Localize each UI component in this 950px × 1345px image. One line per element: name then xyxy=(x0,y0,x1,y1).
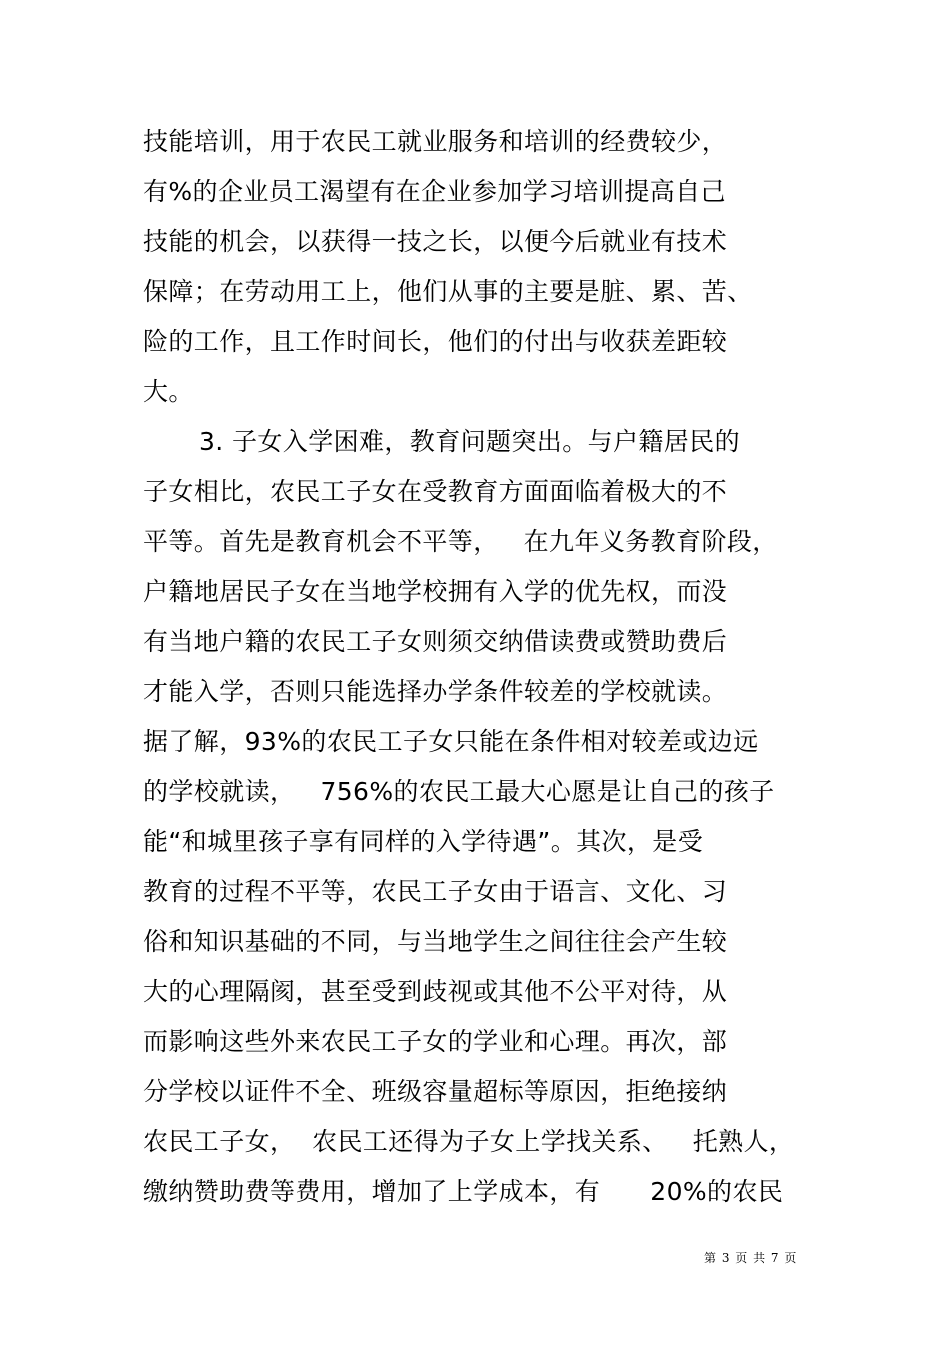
text-line: 户籍地居民子女在当地学校拥有入学的优先权，而没 xyxy=(143,577,728,606)
text-line: 据了解，93%的农民工子女只能在条件相对较差或边远 xyxy=(143,727,759,756)
text-line: 分学校以证件不全、班级容量超标等原因，拒绝接纳 xyxy=(143,1077,728,1106)
paragraph-start-line: 3. 子女入学困难，教育问题突出。与户籍居民的 xyxy=(199,427,741,456)
text-line: 技能培训，用于农民工就业服务和培训的经费较少， xyxy=(143,127,728,156)
page-number-footer: 第 3 页 共 7 页 xyxy=(704,1251,798,1265)
text-line: 的学校就读， 756%的农民工最大心愿是让自己的孩子 xyxy=(143,777,775,806)
text-line: 平等。首先是教育机会不平等， 在九年义务教育阶段， xyxy=(143,527,778,556)
text-line: 技能的机会，以获得一技之长，以便今后就业有技术 xyxy=(143,227,728,256)
text-line: 保障；在劳动用工上，他们从事的主要是脏、累、苦、 xyxy=(143,277,753,306)
text-line: 大的心理隔阂，甚至受到歧视或其他不公平对待，从 xyxy=(143,977,728,1006)
text-line: 有当地户籍的农民工子女则须交纳借读费或赞助费后 xyxy=(143,627,728,656)
text-line: 缴纳赞助费等费用，增加了上学成本，有 20%的农民 xyxy=(143,1177,784,1206)
text-line: 而影响这些外来农民工子女的学业和心理。再次，部 xyxy=(143,1027,728,1056)
text-line: 险的工作，且工作时间长，他们的付出与收获差距较 xyxy=(143,327,728,356)
text-line: 才能入学，否则只能选择办学条件较差的学校就读。 xyxy=(143,677,728,706)
text-line: 教育的过程不平等，农民工子女由于语言、文化、习 xyxy=(143,877,728,906)
text-line: 大。 xyxy=(143,377,194,406)
text-line: 能“和城里孩子享有同样的入学待遇”。其次，是受 xyxy=(143,827,704,856)
text-line: 俗和知识基础的不同，与当地学生之间往往会产生较 xyxy=(143,927,728,956)
text-line: 农民工子女， 农民工还得为子女上学找关系、 托熟人， xyxy=(143,1127,795,1156)
text-line: 子女相比，农民工子女在受教育方面面临着极大的不 xyxy=(143,477,728,506)
text-line: 有%的企业员工渴望有在企业参加学习培训提高自己 xyxy=(143,177,726,206)
